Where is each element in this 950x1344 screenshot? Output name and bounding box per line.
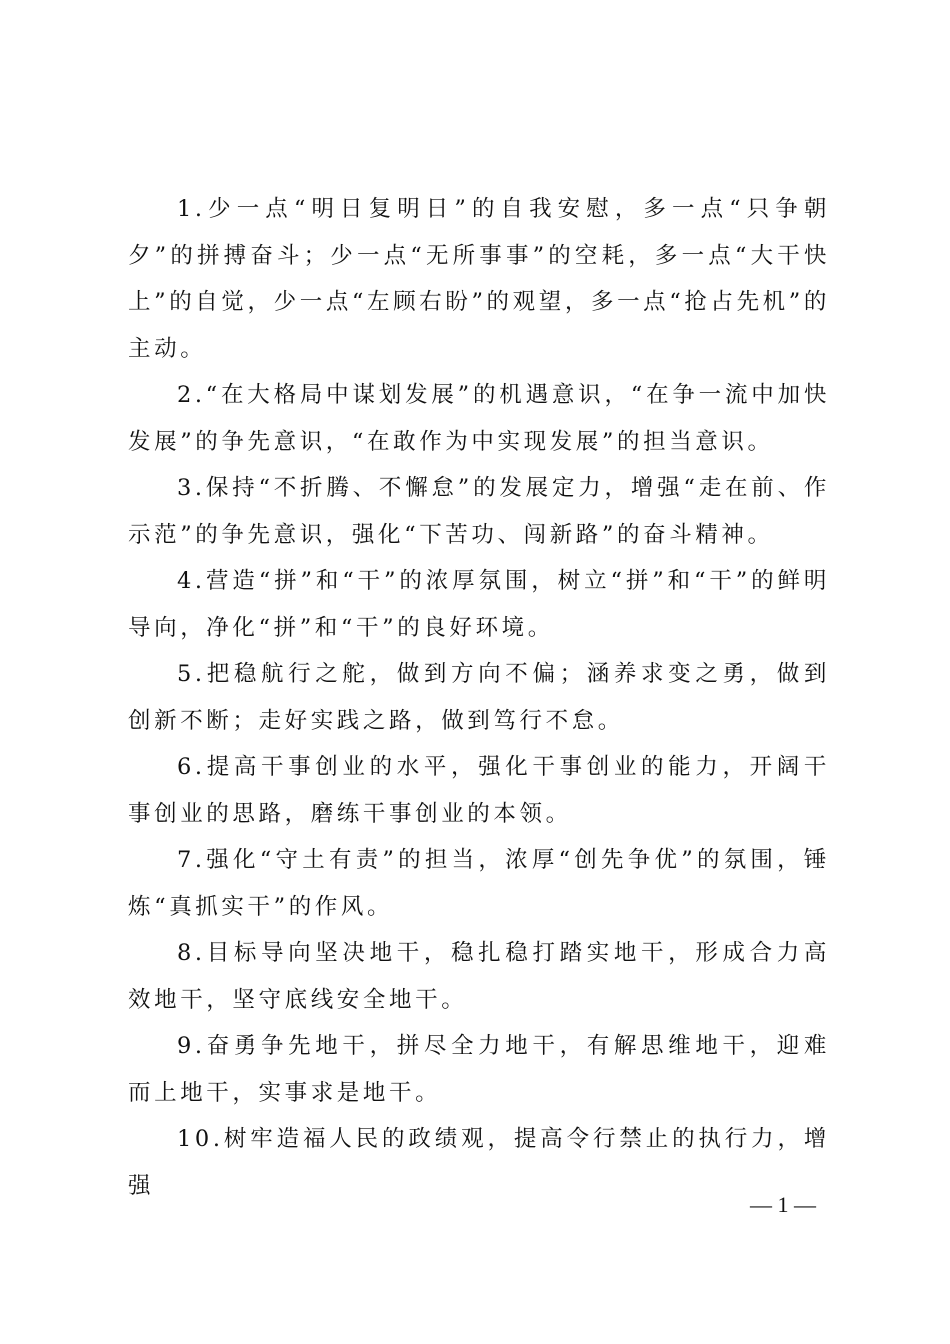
paragraph-2: 2.“在大格局中谋划发展”的机遇意识，“在争一流中加快发展”的争先意识，“在敢作为中实现发展”的担当意识。	[128, 382, 830, 455]
paragraph-6: 6.提高干事创业的水平，强化干事创业的能力，开阔干事创业的思路，磨练干事创业的本领。	[128, 754, 830, 827]
paragraph-7: 7.强化“守土有责”的担当，浓厚“创先争优”的氛围，锤炼“真抓实干”的作风。	[128, 847, 830, 920]
paragraph-4: 4.营造“拼”和“干”的浓厚氛围，树立“拼”和“干”的鲜明导向，净化“拼”和“干”的良好环境。	[128, 568, 830, 641]
paragraph-8: 8.目标导向坚决地干，稳扎稳打踏实地干，形成合力高效地干，坚守底线安全地干。	[128, 940, 830, 1013]
paragraph-10: 10.树牢造福人民的政绩观，提高令行禁止的执行力，增强	[128, 1126, 830, 1199]
paragraph-1: 1.少一点“明日复明日”的自我安慰，多一点“只争朝夕”的拼搏奋斗；少一点“无所事事”的空耗，多一点“大干快上”的自觉，少一点“左顾右盼”的观望，多一点“抢占先机”的主动。	[128, 196, 830, 362]
paragraph-9: 9.奋勇争先地干，拼尽全力地干，有解思维地干，迎难而上地干，实事求是地干。	[128, 1033, 830, 1106]
document-body	[128, 186, 830, 1209]
page-number: — 1 —	[750, 1192, 816, 1217]
paragraph-3: 3.保持“不折腾、不懈怠”的发展定力，增强“走在前、作示范”的争先意识，强化“下苦功、闯新路”的奋斗精神。	[128, 475, 830, 548]
paragraph-5: 5.把稳航行之舵，做到方向不偏；涵养求变之勇，做到创新不断；走好实践之路，做到笃行不怠。	[128, 661, 830, 734]
